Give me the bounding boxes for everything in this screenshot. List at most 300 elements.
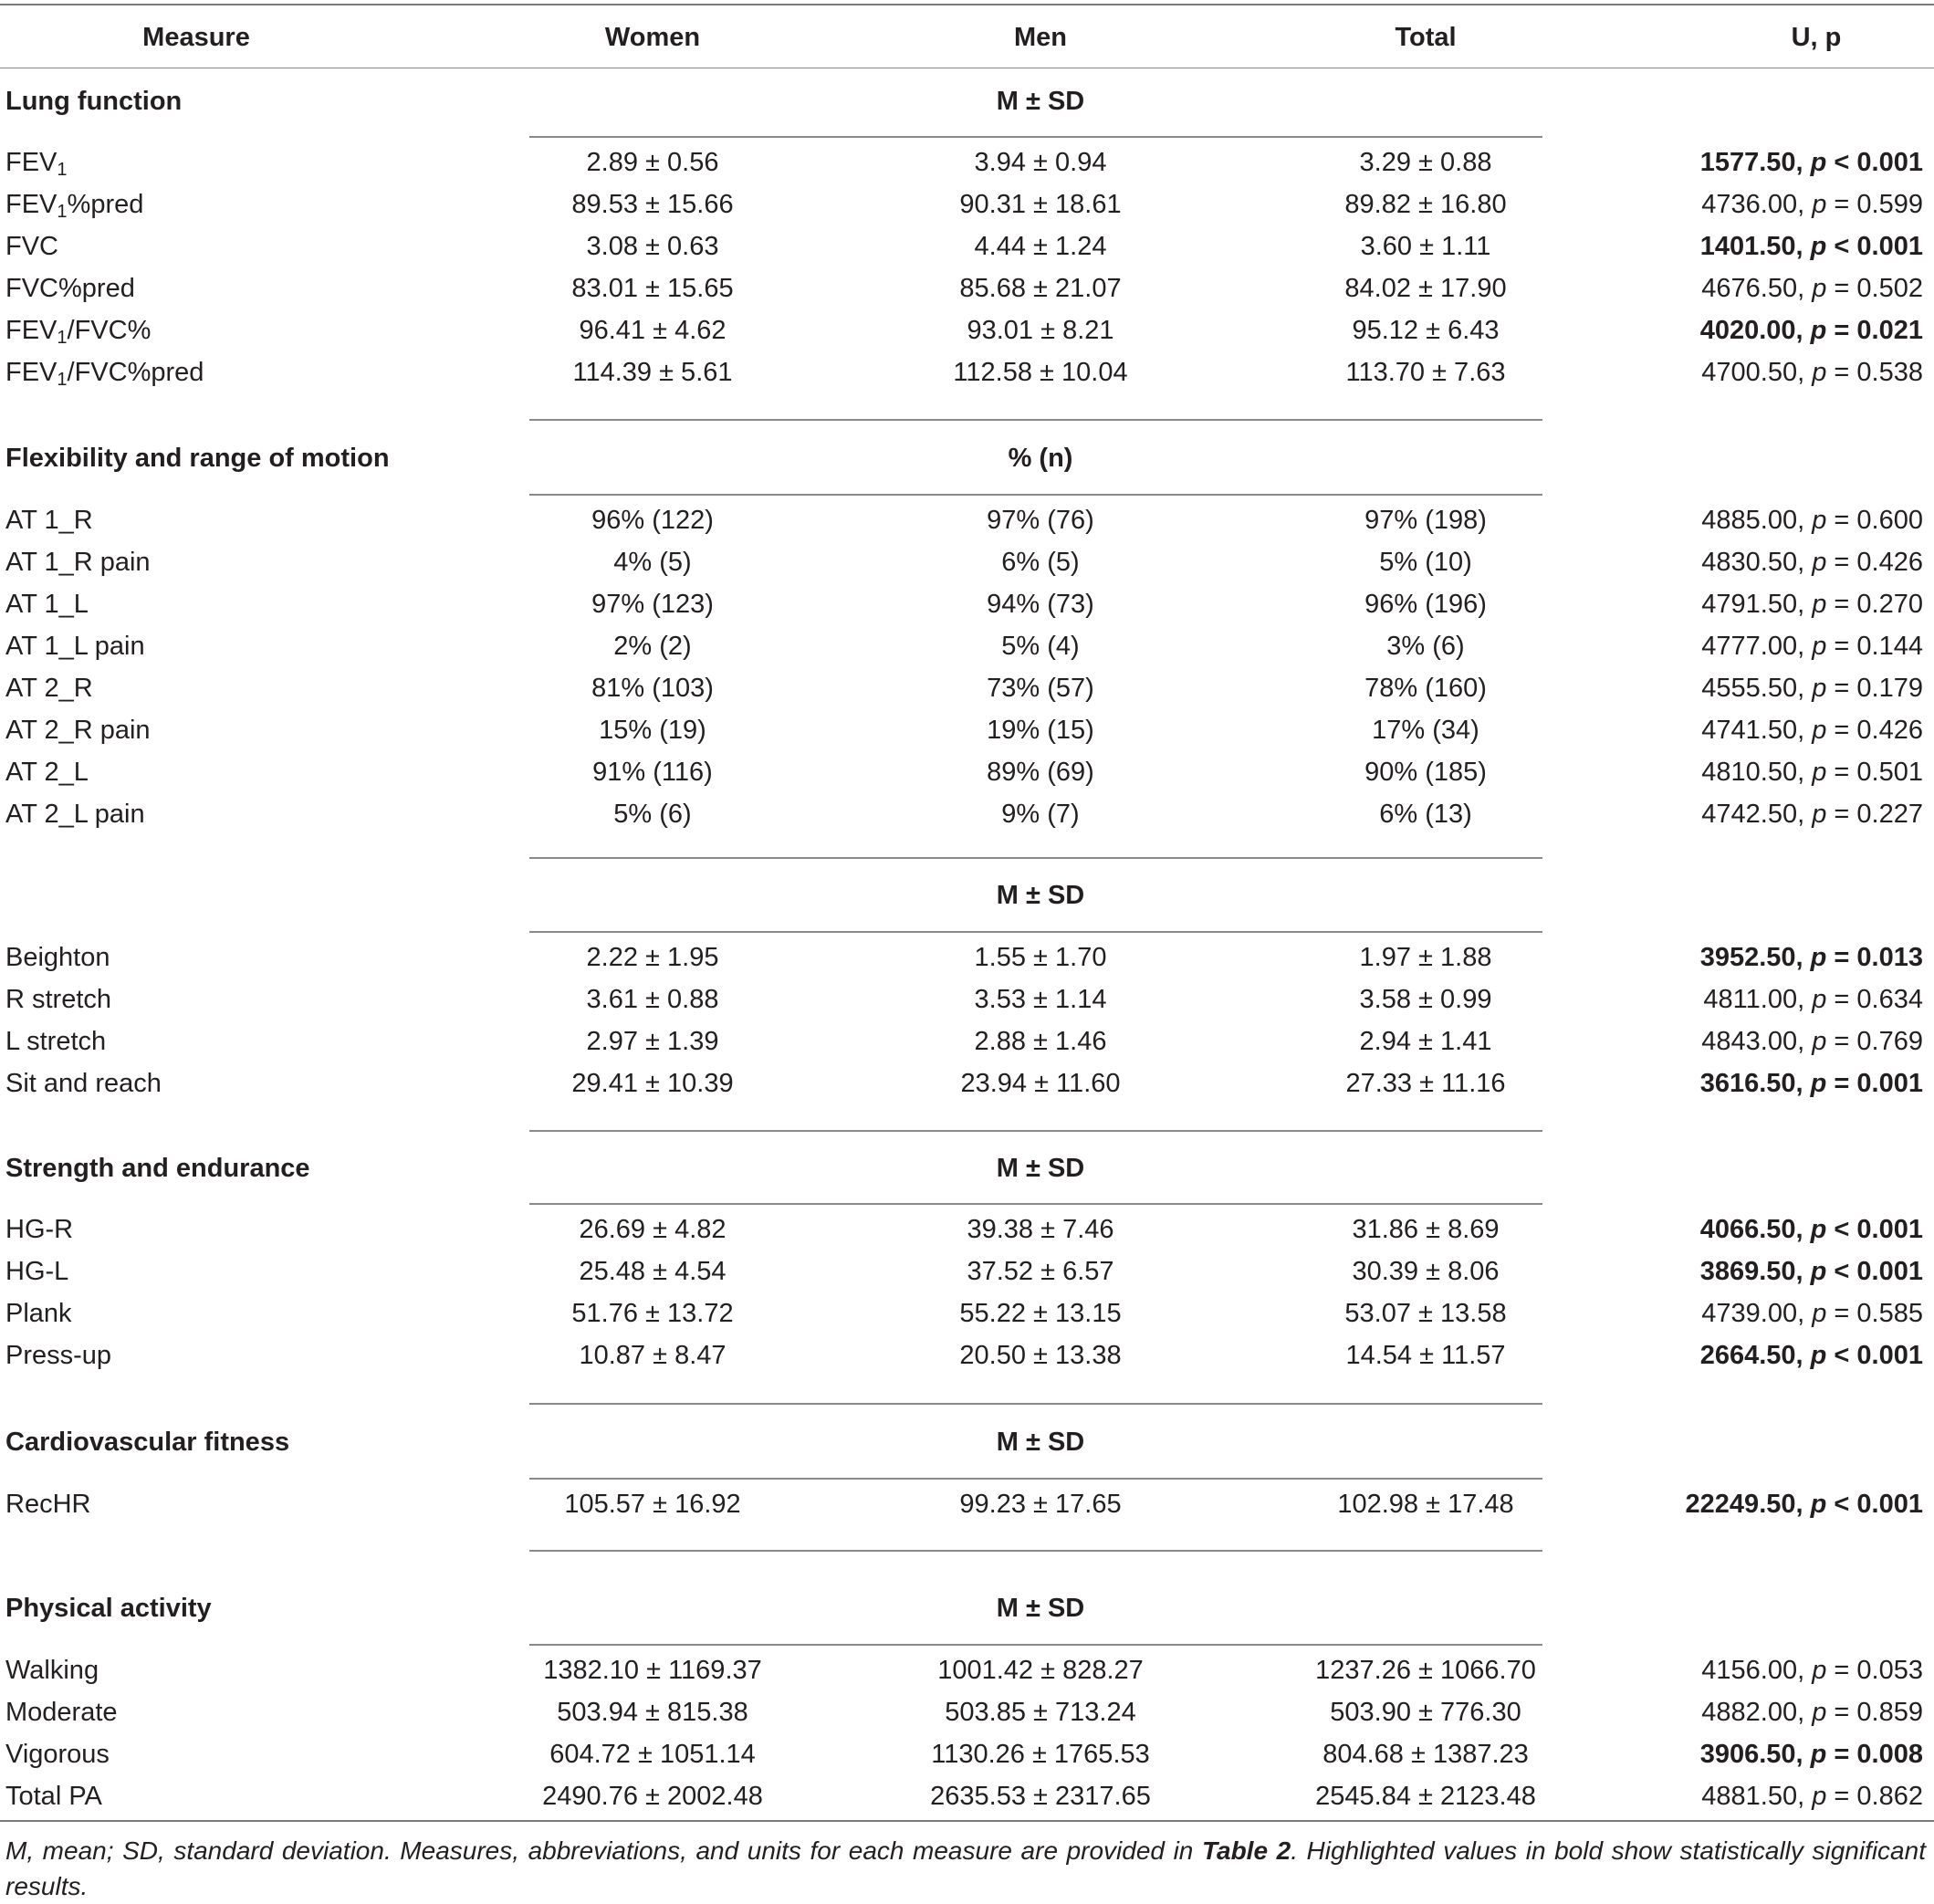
measure-cell (5, 1775, 102, 1817)
measure-cell (5, 625, 145, 667)
p-value: 0.502 (1856, 274, 1923, 303)
men-value: 6% (5) (1001, 548, 1080, 577)
women-value: 1382.10 ± 1169.37 (543, 1656, 762, 1685)
table-row (0, 1020, 1934, 1062)
total-value: 27.33 ± 11.16 (1345, 1069, 1506, 1098)
men-value: 2635.53 ± 2317.65 (930, 1782, 1151, 1811)
men-value: 9% (7) (1001, 800, 1080, 829)
p-label: p (1812, 758, 1827, 787)
u-statistic: 2664.50 (1699, 1341, 1796, 1370)
men-value: 89% (69) (987, 758, 1094, 787)
u-p-value: 4700.50, p = 0.538 (1701, 358, 1923, 387)
p-label: p (1812, 1299, 1827, 1328)
men-value: 99.23 ± 17.65 (959, 1490, 1122, 1519)
total-value: 96% (196) (1364, 590, 1487, 619)
total-value: 3.60 ± 1.11 (1360, 232, 1491, 261)
measure-subscript: 1 (57, 160, 68, 180)
header-men: Men (1014, 23, 1067, 52)
p-comparator: = (1834, 1069, 1850, 1098)
u-p-value: 1401.50, p < 0.001 (1699, 232, 1923, 261)
p-label: p (1812, 1027, 1827, 1056)
total-value: 503.90 ± 776.30 (1330, 1698, 1521, 1727)
section-header-row (0, 1421, 1934, 1463)
p-label: p (1812, 190, 1827, 219)
p-label: p (1812, 358, 1827, 387)
measure-cell (5, 709, 151, 751)
table-bottom-rule (0, 1820, 1934, 1822)
section-stat-label: M ± SD (996, 1428, 1085, 1457)
u-statistic: 4830.50 (1701, 548, 1798, 577)
section-stat-label: M ± SD (996, 1154, 1085, 1183)
section-title: Strength and endurance (5, 1154, 310, 1183)
table-row (0, 1292, 1934, 1334)
table-row (0, 499, 1934, 541)
measure-name: FEV (5, 190, 57, 219)
p-value: 0.426 (1856, 716, 1923, 745)
header-total: Total (1395, 23, 1457, 52)
table-row (0, 936, 1934, 978)
u-p-value: 4885.00, p = 0.600 (1701, 506, 1923, 535)
women-value: 91% (116) (592, 758, 713, 787)
p-comparator: = (1834, 190, 1850, 219)
measure-cell (5, 1649, 99, 1691)
women-value: 96.41 ± 4.62 (579, 316, 727, 345)
measure-name: AT 1_R pain (5, 548, 151, 577)
section-stat-label: M ± SD (996, 87, 1085, 116)
total-value: 53.07 ± 13.58 (1344, 1299, 1507, 1328)
total-value: 1237.26 ± 1066.70 (1315, 1656, 1536, 1685)
u-statistic: 4020.00 (1699, 316, 1796, 345)
p-comparator: = (1834, 590, 1850, 619)
p-comparator: < (1834, 1490, 1850, 1519)
p-value: 0.001 (1856, 232, 1923, 261)
table-row (0, 793, 1934, 835)
table-row (0, 1733, 1934, 1775)
measure-name: R stretch (5, 985, 112, 1014)
measure-cell (5, 267, 135, 309)
women-value: 2% (2) (613, 632, 692, 661)
u-statistic: 1577.50 (1699, 148, 1796, 177)
section-stat-label: M ± SD (996, 881, 1085, 910)
section-subrule (529, 494, 1542, 496)
u-p-value: 22249.50, p < 0.001 (1685, 1490, 1923, 1519)
women-value: 25.48 ± 4.54 (579, 1257, 727, 1286)
p-label: p (1812, 548, 1827, 577)
p-comparator: < (1834, 1341, 1850, 1370)
u-p-value: 4020.00, p = 0.021 (1699, 316, 1923, 345)
p-comparator: = (1834, 274, 1850, 303)
total-value: 3% (6) (1386, 632, 1465, 661)
women-value: 3.61 ± 0.88 (586, 985, 719, 1014)
women-value: 2490.76 ± 2002.48 (542, 1782, 763, 1811)
u-statistic: 4739.00 (1701, 1299, 1798, 1328)
measure-name: HG-L (5, 1257, 69, 1286)
p-label: p (1810, 1215, 1827, 1244)
p-value: 0.600 (1856, 506, 1923, 535)
measure-name: AT 1_R (5, 506, 93, 535)
total-value: 95.12 ± 6.43 (1352, 316, 1500, 345)
p-comparator: = (1834, 1299, 1850, 1328)
p-label: p (1812, 274, 1827, 303)
women-value: 105.57 ± 16.92 (564, 1490, 741, 1519)
women-value: 2.89 ± 0.56 (586, 148, 719, 177)
u-statistic: 4700.50 (1701, 358, 1798, 387)
u-statistic: 4156.00 (1701, 1656, 1798, 1685)
measure-name: AT 2_L (5, 758, 89, 787)
u-p-value: 4810.50, p = 0.501 (1701, 758, 1923, 787)
p-label: p (1812, 985, 1827, 1014)
table-row (0, 541, 1934, 583)
total-value: 102.98 ± 17.48 (1337, 1490, 1514, 1519)
footnote-text-after: . Highlighted values in bold show statistically significant results. (5, 1836, 1926, 1900)
u-statistic: 3952.50 (1699, 943, 1796, 972)
p-comparator: = (1834, 716, 1850, 745)
table-row (0, 267, 1934, 309)
total-value: 78% (160) (1364, 674, 1487, 703)
p-label: p (1812, 1656, 1827, 1685)
measure-cell (5, 667, 93, 709)
p-comparator: < (1834, 1215, 1850, 1244)
men-value: 90.31 ± 18.61 (959, 190, 1122, 219)
measure-name: FVC%pred (5, 274, 135, 303)
measure-cell (5, 351, 204, 393)
table-row (0, 751, 1934, 793)
p-label: p (1810, 148, 1827, 177)
measure-suffix: %pred (67, 190, 144, 219)
p-value: 0.426 (1856, 548, 1923, 577)
measure-name: Vigorous (5, 1740, 110, 1769)
p-comparator: = (1834, 358, 1850, 387)
p-comparator: < (1834, 232, 1850, 261)
total-value: 89.82 ± 16.80 (1344, 190, 1507, 219)
women-value: 89.53 ± 15.66 (571, 190, 734, 219)
table-row (0, 1649, 1934, 1691)
p-value: 0.001 (1856, 148, 1923, 177)
total-value: 84.02 ± 17.90 (1344, 274, 1507, 303)
u-statistic: 4777.00 (1701, 632, 1798, 661)
u-statistic: 4791.50 (1701, 590, 1798, 619)
header-women: Women (604, 23, 701, 52)
p-comparator: = (1834, 985, 1850, 1014)
u-statistic: 4885.00 (1701, 506, 1798, 535)
women-value: 29.41 ± 10.39 (571, 1069, 734, 1098)
p-comparator: = (1834, 548, 1850, 577)
u-p-value: 4555.50, p = 0.179 (1701, 674, 1923, 703)
measure-cell (5, 225, 58, 267)
footnote-table-ref: Table 2 (1201, 1836, 1291, 1865)
p-comparator: < (1834, 1257, 1850, 1286)
p-comparator: = (1834, 1698, 1850, 1727)
women-value: 83.01 ± 15.65 (571, 274, 734, 303)
p-comparator: = (1834, 943, 1850, 972)
men-value: 1130.26 ± 1765.53 (931, 1740, 1150, 1769)
section-stat-label: % (n) (1008, 444, 1073, 473)
section-divider (529, 1130, 1542, 1132)
measure-name: Plank (5, 1299, 72, 1328)
p-value: 0.227 (1856, 800, 1923, 829)
u-statistic: 4810.50 (1701, 758, 1798, 787)
u-statistic: 3869.50 (1699, 1257, 1796, 1286)
measure-cell (5, 541, 151, 583)
u-p-value: 4739.00, p = 0.585 (1701, 1299, 1923, 1328)
p-value: 0.001 (1856, 1215, 1923, 1244)
u-statistic: 4741.50 (1701, 716, 1798, 745)
measure-cell (5, 978, 111, 1020)
women-value: 5% (6) (613, 800, 692, 829)
measure-name: AT 2_L pain (5, 800, 145, 829)
u-p-value: 4742.50, p = 0.227 (1701, 800, 1923, 829)
section-header-row (0, 1587, 1934, 1629)
measure-cell (5, 751, 89, 793)
men-value: 20.50 ± 13.38 (959, 1341, 1122, 1370)
table-row (0, 978, 1934, 1020)
p-value: 0.179 (1856, 674, 1923, 703)
p-comparator: = (1834, 632, 1850, 661)
measure-name: AT 1_L pain (5, 632, 145, 661)
measure-suffix: /FVC% (67, 316, 152, 345)
u-p-value: 3869.50, p < 0.001 (1699, 1257, 1923, 1286)
section-divider (529, 1550, 1542, 1552)
u-statistic: 22249.50 (1685, 1490, 1796, 1519)
p-value: 0.001 (1856, 1257, 1923, 1286)
measure-cell (5, 1208, 73, 1250)
u-p-value: 4882.00, p = 0.859 (1701, 1698, 1923, 1727)
u-p-value: 4843.00, p = 0.769 (1701, 1027, 1923, 1056)
measure-cell (5, 1334, 111, 1376)
measure-cell (5, 793, 145, 835)
total-value: 97% (198) (1364, 506, 1487, 535)
measure-name: HG-R (5, 1215, 74, 1244)
section-title: Lung function (5, 87, 183, 116)
p-value: 0.021 (1856, 316, 1923, 345)
p-label: p (1812, 632, 1827, 661)
p-value: 0.001 (1856, 1069, 1923, 1098)
u-p-value: 4741.50, p = 0.426 (1701, 716, 1923, 745)
u-statistic: 4843.00 (1701, 1027, 1798, 1056)
women-value: 15% (19) (599, 716, 706, 745)
women-value: 2.22 ± 1.95 (586, 943, 719, 972)
u-statistic: 3906.50 (1699, 1740, 1796, 1769)
u-p-value: 1577.50, p < 0.001 (1699, 148, 1923, 177)
women-value: 81% (103) (591, 674, 714, 703)
measure-name: Press-up (5, 1341, 112, 1370)
men-value: 1.55 ± 1.70 (974, 943, 1107, 972)
women-value: 97% (123) (591, 590, 714, 619)
measure-cell (5, 499, 93, 541)
men-value: 39.38 ± 7.46 (967, 1215, 1114, 1244)
u-statistic: 3616.50 (1699, 1069, 1796, 1098)
u-statistic: 4676.50 (1701, 274, 1798, 303)
men-value: 4.44 ± 1.24 (974, 232, 1107, 261)
men-value: 93.01 ± 8.21 (967, 316, 1114, 345)
measure-name: Sit and reach (5, 1069, 162, 1098)
measure-name: AT 2_R pain (5, 716, 151, 745)
p-value: 0.859 (1856, 1698, 1923, 1727)
section-subrule (529, 931, 1542, 933)
p-value: 0.013 (1856, 943, 1923, 972)
p-label: p (1812, 1698, 1827, 1727)
total-value: 17% (34) (1372, 716, 1479, 745)
p-label: p (1812, 1782, 1827, 1811)
section-header-row (0, 80, 1934, 122)
p-label: p (1810, 1490, 1827, 1519)
measure-cell (5, 309, 151, 351)
u-p-value: 4791.50, p = 0.270 (1701, 590, 1923, 619)
table-row (0, 1691, 1934, 1733)
section-subrule (529, 136, 1542, 138)
measure-name: FEV (5, 358, 57, 387)
p-value: 0.270 (1856, 590, 1923, 619)
total-value: 31.86 ± 8.69 (1352, 1215, 1500, 1244)
u-statistic: 4066.50 (1699, 1215, 1796, 1244)
measure-subscript: 1 (57, 202, 68, 222)
table-header-row (0, 16, 1934, 58)
table-row (0, 141, 1934, 183)
women-value: 4% (5) (613, 548, 692, 577)
measure-subscript: 1 (57, 370, 68, 390)
total-value: 3.29 ± 0.88 (1359, 148, 1492, 177)
p-comparator: = (1834, 316, 1850, 345)
p-comparator: = (1834, 506, 1850, 535)
table-row (0, 1334, 1934, 1376)
p-value: 0.538 (1856, 358, 1923, 387)
table-row (0, 667, 1934, 709)
measure-cell (5, 1020, 106, 1062)
u-p-value: 4736.00, p = 0.599 (1701, 190, 1923, 219)
p-value: 0.634 (1856, 985, 1923, 1014)
men-value: 23.94 ± 11.60 (960, 1069, 1121, 1098)
men-value: 73% (57) (987, 674, 1094, 703)
table-row (0, 309, 1934, 351)
men-value: 3.53 ± 1.14 (974, 985, 1107, 1014)
measure-name: AT 1_L (5, 590, 89, 619)
u-p-value: 3952.50, p = 0.013 (1699, 943, 1923, 972)
p-label: p (1812, 506, 1827, 535)
p-label: p (1812, 590, 1827, 619)
p-comparator: = (1834, 1782, 1850, 1811)
measure-name: FVC (5, 232, 58, 261)
men-value: 97% (76) (987, 506, 1094, 535)
u-statistic: 4881.50 (1701, 1782, 1798, 1811)
section-title: Physical activity (5, 1594, 212, 1623)
footnote-text-before: M, mean; SD, standard deviation. Measures, abbreviations, and units for each measure are provided in (5, 1836, 1202, 1865)
men-value: 55.22 ± 13.15 (959, 1299, 1122, 1328)
p-comparator: < (1834, 148, 1850, 177)
table-row (0, 1250, 1934, 1292)
men-value: 503.85 ± 713.24 (945, 1698, 1136, 1727)
measure-cell (5, 1062, 162, 1104)
p-value: 0.599 (1856, 190, 1923, 219)
u-statistic: 4736.00 (1701, 190, 1798, 219)
u-statistic: 4555.50 (1701, 674, 1798, 703)
measure-name: FEV (5, 316, 57, 345)
u-statistic: 4742.50 (1701, 800, 1798, 829)
total-value: 6% (13) (1379, 800, 1472, 829)
p-comparator: = (1834, 1740, 1850, 1769)
total-value: 804.68 ± 1387.23 (1322, 1740, 1529, 1769)
table-row (0, 1775, 1934, 1817)
table-row (0, 1062, 1934, 1104)
u-p-value: 4830.50, p = 0.426 (1701, 548, 1923, 577)
section-header-row (0, 437, 1934, 479)
u-p-value: 3616.50, p = 0.001 (1699, 1069, 1923, 1098)
p-comparator: = (1834, 674, 1850, 703)
p-value: 0.769 (1856, 1027, 1923, 1056)
section-title: Cardiovascular fitness (5, 1428, 290, 1457)
p-label: p (1810, 232, 1827, 261)
women-value: 114.39 ± 5.61 (572, 358, 733, 387)
p-value: 0.501 (1856, 758, 1923, 787)
women-value: 10.87 ± 8.47 (579, 1341, 727, 1370)
measure-cell (5, 183, 143, 225)
women-value: 26.69 ± 4.82 (579, 1215, 727, 1244)
men-value: 2.88 ± 1.46 (974, 1027, 1107, 1056)
u-statistic: 4811.00 (1703, 985, 1798, 1014)
u-p-value: 4066.50, p < 0.001 (1699, 1215, 1923, 1244)
measure-name: Total PA (5, 1782, 102, 1811)
men-value: 94% (73) (987, 590, 1094, 619)
table-row (0, 625, 1934, 667)
header-u-p: U, p (1791, 23, 1842, 52)
total-value: 1.97 ± 1.88 (1359, 943, 1492, 972)
men-value: 3.94 ± 0.94 (974, 148, 1107, 177)
table-row (0, 183, 1934, 225)
u-p-value: 4777.00, p = 0.144 (1701, 632, 1923, 661)
section-header-row (0, 874, 1934, 916)
measure-cell (5, 1483, 90, 1525)
section-subrule (529, 1644, 1542, 1646)
p-comparator: = (1834, 1027, 1850, 1056)
measure-cell (5, 1292, 72, 1334)
total-value: 113.70 ± 7.63 (1345, 358, 1506, 387)
women-value: 2.97 ± 1.39 (586, 1027, 719, 1056)
section-header-row (0, 1147, 1934, 1189)
total-value: 2.94 ± 1.41 (1359, 1027, 1492, 1056)
section-divider (529, 1403, 1542, 1405)
measure-name: Moderate (5, 1698, 118, 1727)
u-statistic: 1401.50 (1699, 232, 1796, 261)
women-value: 503.94 ± 815.38 (557, 1698, 748, 1727)
men-value: 1001.42 ± 828.27 (937, 1656, 1144, 1685)
p-value: 0.144 (1856, 632, 1923, 661)
measure-cell (5, 1691, 118, 1733)
p-value: 0.001 (1856, 1341, 1923, 1370)
table-row (0, 1208, 1934, 1250)
p-label: p (1810, 943, 1827, 972)
measure-suffix: /FVC%pred (67, 358, 204, 387)
table-row (0, 225, 1934, 267)
section-subrule (529, 1478, 1542, 1480)
section-divider (529, 857, 1542, 859)
measure-cell (5, 1250, 68, 1292)
u-statistic: 4882.00 (1701, 1698, 1798, 1727)
total-value: 30.39 ± 8.06 (1352, 1257, 1500, 1286)
p-value: 0.001 (1856, 1490, 1923, 1519)
measure-name: AT 2_R (5, 674, 93, 703)
men-value: 112.58 ± 10.04 (953, 358, 1128, 387)
u-p-value: 4881.50, p = 0.862 (1701, 1782, 1923, 1811)
table-row (0, 709, 1934, 751)
table-footnote (5, 1833, 1926, 1904)
p-comparator: = (1834, 800, 1850, 829)
table-row (0, 1483, 1934, 1525)
measure-cell (5, 141, 68, 183)
measure-cell (5, 936, 110, 978)
p-label: p (1812, 674, 1827, 703)
table-row (0, 583, 1934, 625)
u-p-value: 4156.00, p = 0.053 (1701, 1656, 1923, 1685)
total-value: 5% (10) (1379, 548, 1472, 577)
